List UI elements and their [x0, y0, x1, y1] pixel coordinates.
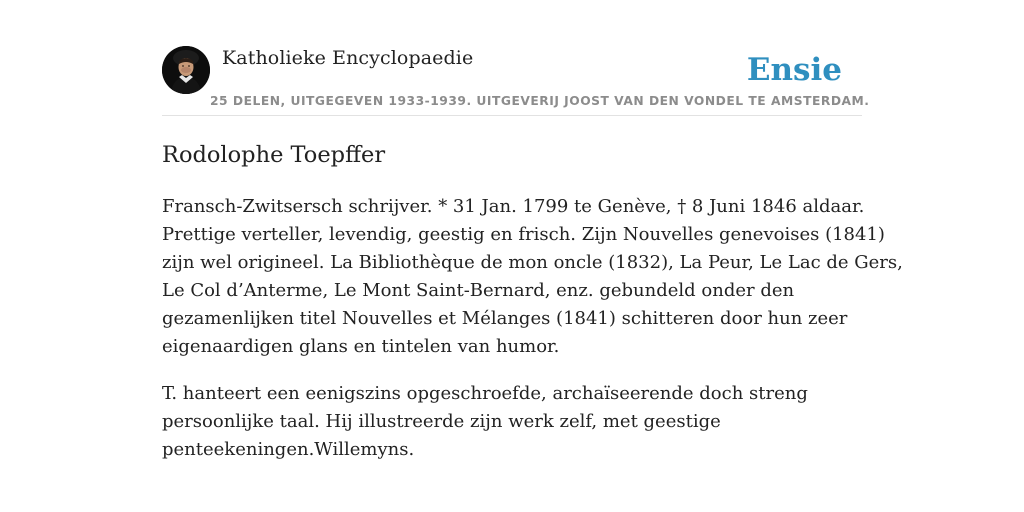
text-line: Prettige verteller, levendig, geestig en frisch. Zijn Nouvelles genevoises (1841) [162, 224, 885, 245]
article-body [162, 193, 903, 483]
publication-subtitle: 25 DELEN, UITGEGEVEN 1933-1939. UITGEVERIJ JOOST VAN DEN VONDEL TE AMSTERDAM. [210, 94, 870, 108]
portrait-icon [162, 46, 210, 94]
header-divider [162, 115, 862, 116]
text-line: persoonlijke taal. Hij illustreerde zijn werk zelf, met geestige [162, 411, 721, 432]
text-line: Le Col d’Anterme, Le Mont Saint-Bernard, enz. gebundeld onder den [162, 280, 795, 301]
text-line: penteekeningen.Willemyns. [162, 439, 415, 460]
site-title[interactable]: Katholieke Encyclopaedie [222, 47, 474, 69]
text-line: Fransch-Zwitsersch schrijver. * 31 Jan. 1799 te Genève, † 8 Juni 1846 aldaar. [162, 196, 865, 217]
article-paragraph [162, 193, 903, 361]
text-line: eigenaardigen glans en tintelen van humor. [162, 336, 560, 357]
text-line: zijn wel origineel. La Bibliothèque de mon oncle (1832), La Peur, Le Lac de Gers, [162, 252, 903, 273]
text-line: T. hanteert een eenigszins opgeschroefde, archaïseerende doch streng [162, 383, 808, 404]
article-title: Rodolophe Toepffer [162, 142, 386, 168]
text-line: gezamenlijken titel Nouvelles et Mélanges (1841) schitteren door hun zeer [162, 308, 848, 329]
encyclopedia-logo-avatar[interactable] [162, 46, 210, 94]
article-paragraph [162, 380, 867, 464]
brand-logo[interactable]: Ensie [746, 52, 842, 88]
